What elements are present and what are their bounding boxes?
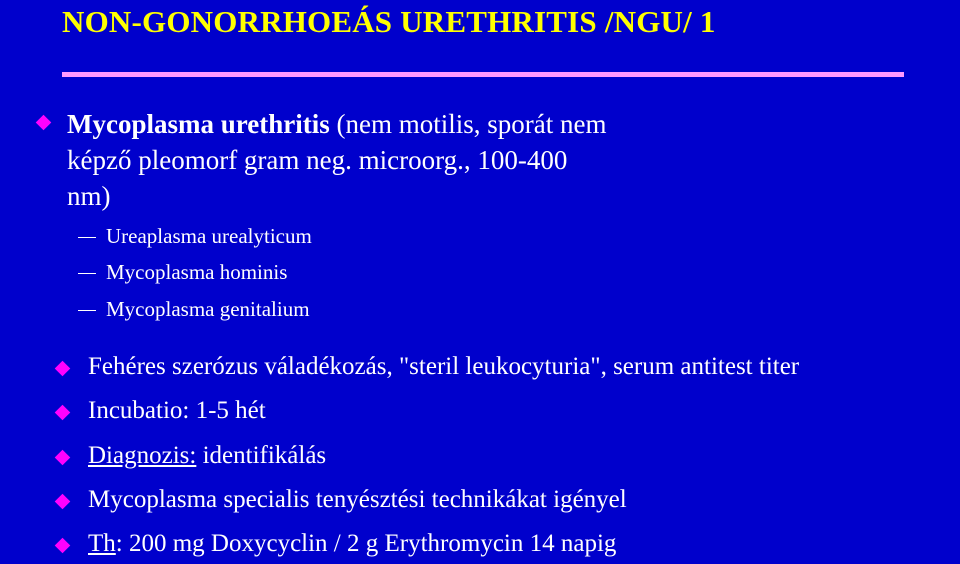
bullet-diagnosis — [88, 441, 326, 471]
dash-icon — [78, 310, 96, 311]
bullet-therapy — [88, 529, 616, 559]
bullet-symptoms: Fehéres szerózus váladékozás, "steril leukocyturia", serum antitest titer — [88, 353, 800, 380]
sub-item-hominis — [78, 260, 287, 285]
bullet-culture: Mycoplasma specialis tenyésztési technikákat igényel — [88, 486, 627, 513]
bullet-diamond-icon — [55, 361, 71, 377]
dash-icon — [78, 237, 96, 238]
slide-title: NON-GONORRHOEÁS URETHRITIS /NGU/ 1 — [62, 4, 716, 39]
dash-icon — [78, 273, 96, 274]
bullet-diamond-icon — [36, 115, 52, 131]
bullet-incubation: Incubatio: 1-5 hét — [88, 397, 266, 424]
bullet-diamond-icon — [55, 494, 71, 510]
bullet-diamond-icon — [55, 405, 71, 421]
sub-item-label: Mycoplasma hominis — [106, 260, 288, 284]
sub-item-label: Mycoplasma genitalium — [106, 297, 310, 321]
bullet-diamond-icon — [55, 538, 71, 554]
bullet-rest-text: (nem motilis, sporát nem képző pleomorf gram neg. microorg., 100-400 nm) — [67, 109, 607, 211]
bullet-mycoplasma-urethritis — [67, 106, 607, 214]
sub-item-label: Ureaplasma urealyticum — [106, 224, 312, 248]
therapy-text: : 200 mg Doxycyclin / 2 g Erythromycin 14 napig — [115, 530, 617, 557]
sub-item-genitalium — [78, 297, 310, 322]
bullet-lead-text: Mycoplasma urethritis — [67, 109, 330, 139]
title-underline-rule — [62, 72, 904, 77]
diagnosis-text: identifikálás — [196, 442, 327, 469]
diagnosis-label: Diagnozis: — [88, 442, 197, 469]
sub-item-ureaplasma — [78, 224, 312, 249]
bullet-diamond-icon — [55, 450, 71, 466]
therapy-label: Th — [88, 530, 116, 557]
